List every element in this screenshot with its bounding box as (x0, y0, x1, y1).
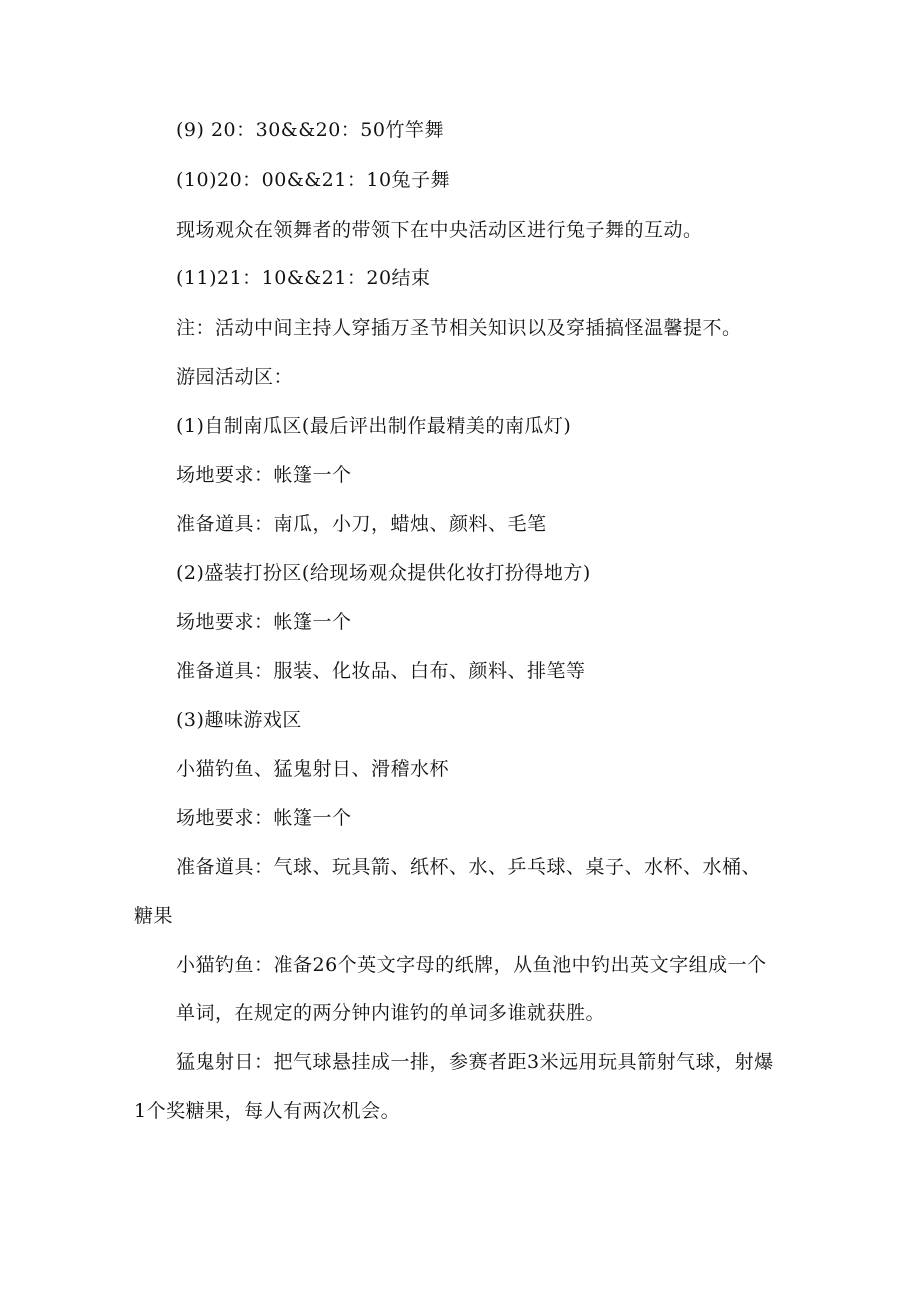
paragraph-line: 糖果 (134, 905, 174, 927)
paragraph-line: 小猫钓鱼：准备26个英文字母的纸牌，从鱼池中钓出英文字组成一个 (176, 954, 767, 976)
paragraph-line: 现场观众在领舞者的带领下在中央活动区进行兔子舞的互动。 (176, 219, 703, 241)
paragraph-line: 准备道具：服装、化妆品、白布、颜料、排笔等 (176, 660, 586, 682)
paragraph-line: 小猫钓鱼、猛鬼射日、滑稽水杯 (176, 758, 450, 780)
paragraph-line: 准备道具：南瓜，小刀，蜡烛、颜料、毛笔 (176, 513, 547, 535)
paragraph-line: 场地要求：帐篷一个 (176, 807, 352, 829)
area-item-3: (3)趣味游戏区 (176, 709, 302, 731)
area-item-2: (2)盛装打扮区(给现场观众提供化妆打扮得地方) (176, 562, 591, 584)
schedule-item-10: (10)20：00&&21：10兔子舞 (176, 169, 451, 191)
paragraph-line: 准备道具：气球、玩具箭、纸杯、水、乒乓球、桌子、水杯、水桶、 (176, 856, 762, 878)
paragraph-line: 猛鬼射日：把气球悬挂成一排，参赛者距3米远用玩具箭射气球，射爆 (176, 1051, 774, 1073)
note-line: 注：活动中间主持人穿插万圣节相关知识以及穿插搞怪温馨提不。 (176, 317, 742, 339)
paragraph-line: 场地要求：帐篷一个 (176, 611, 352, 633)
paragraph-line: 单词，在规定的两分钟内谁钓的单词多谁就获胜。 (176, 1002, 606, 1024)
schedule-item-9: (9) 20：30&&20：50竹竿舞 (176, 119, 444, 141)
area-item-1: (1)自制南瓜区(最后评出制作最精美的南瓜灯) (176, 415, 572, 437)
section-heading: 游园活动区： (176, 366, 294, 388)
paragraph-line: 场地要求：帐篷一个 (176, 464, 352, 486)
schedule-item-11: (11)21：10&&21：20结束 (176, 267, 431, 289)
paragraph-line: 1个奖糖果，每人有两次机会。 (134, 1100, 401, 1122)
